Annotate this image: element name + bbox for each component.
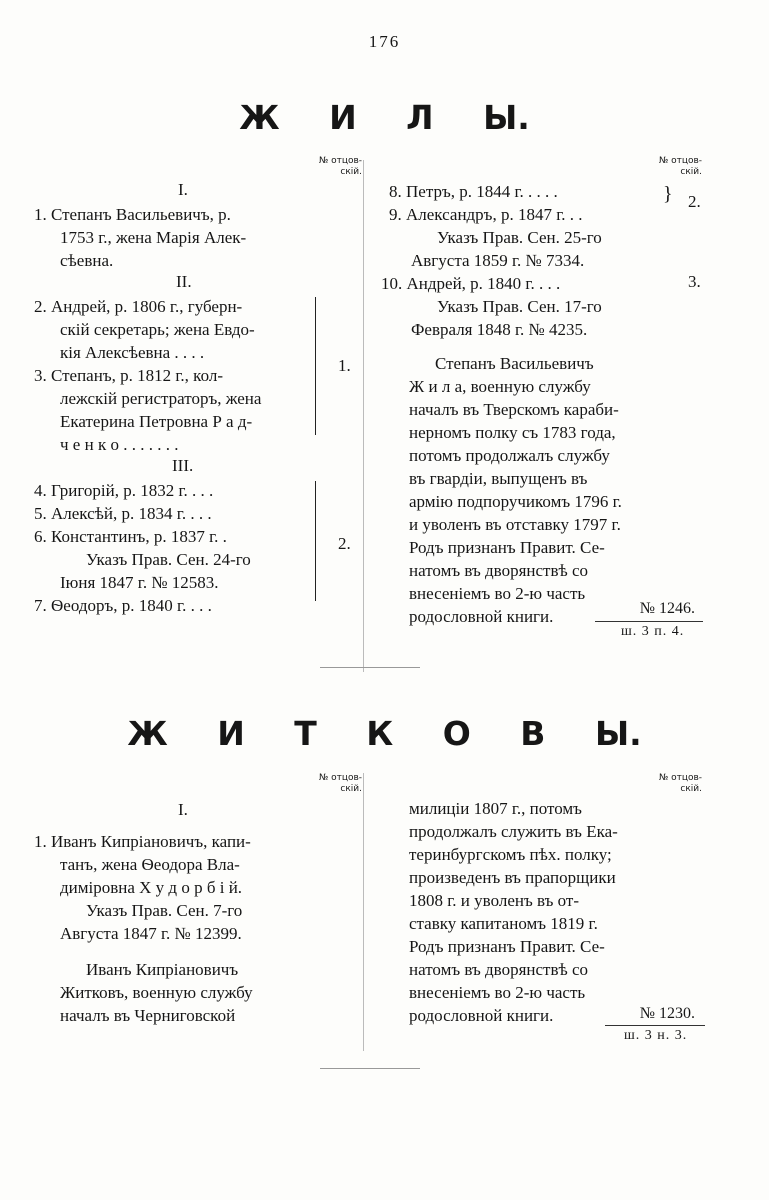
entry-line: 1. Иванъ Кипріановичъ, капи- xyxy=(34,832,251,851)
decree-line: Указъ Прав. Сен. 7-го xyxy=(86,901,243,920)
column-header-right xyxy=(640,773,702,795)
group-number: 3. xyxy=(688,272,701,291)
sheet-reference: ш. 3 п. 4. xyxy=(621,624,685,639)
column-header-line: № отцов- xyxy=(318,156,362,166)
sheet-reference: ш. 3 н. 3. xyxy=(624,1028,688,1043)
note-line: Степанъ Васильевичъ xyxy=(435,354,594,373)
note-line: 1808 г. и уволенъ въ от- xyxy=(409,891,580,910)
genealogy-entry xyxy=(34,830,334,945)
section-separator xyxy=(320,667,420,668)
note-line: родословной книги. xyxy=(409,607,554,626)
entry-line: 4. Григорій, р. 1832 г. . . . xyxy=(34,481,214,500)
genealogy-entries xyxy=(385,180,675,226)
entry-line: 9. Александръ, р. 1847 г. . . xyxy=(389,205,583,224)
entry-line: сѣевна. xyxy=(60,251,114,270)
section-title-zhitkovy: Ж И Т К О В Ы. xyxy=(127,714,642,753)
column-header-line: скій. xyxy=(680,167,702,177)
genealogy-entry xyxy=(34,295,324,364)
decree-line: Указъ Прав. Сен. 24-го xyxy=(86,550,251,569)
note-line: въ гвардіи, выпущенъ въ xyxy=(409,469,588,488)
group-bracket xyxy=(315,481,316,601)
note-line: Иванъ Кипріановичъ xyxy=(86,960,239,979)
decree-line: Указъ Прав. Сен. 17-го xyxy=(437,297,602,316)
group-number: 1. xyxy=(338,356,351,375)
group-number: 2. xyxy=(688,192,701,211)
entry-line: ч е н к о . . . . . . . xyxy=(60,435,179,454)
reference-rule xyxy=(605,1025,705,1026)
note-line: Родъ признанъ Правит. Се- xyxy=(409,538,605,557)
brace-symbol: } xyxy=(663,183,673,205)
decree xyxy=(411,295,697,341)
note-line: теринбургскомъ пѣх. полку; xyxy=(409,845,612,864)
note-line: родословной книги. xyxy=(409,1006,554,1025)
note-line: натомъ въ дворянствѣ со xyxy=(409,561,589,580)
decree-line: Іюня 1847 г. № 12583. xyxy=(60,573,219,592)
biographical-note xyxy=(60,958,308,1027)
note-line: натомъ въ дворянствѣ со xyxy=(409,960,589,979)
column-header-line: скій. xyxy=(340,167,362,177)
generation-label: I. xyxy=(178,800,188,819)
column-header-right xyxy=(640,156,702,178)
column-header-left xyxy=(300,156,362,178)
decree xyxy=(411,226,697,272)
group-bracket xyxy=(315,297,316,435)
section-separator xyxy=(320,1068,420,1069)
entry-line: 2. Андрей, р. 1806 г., губерн- xyxy=(34,297,243,316)
note-line: произведенъ въ прапорщики xyxy=(409,868,616,887)
note-line: Житковъ, военную службу xyxy=(60,983,253,1002)
entry-line: 10. Андрей, р. 1840 г. . . . xyxy=(381,274,561,293)
column-header-left xyxy=(300,773,362,795)
reference-number: № 1230. xyxy=(639,1005,695,1022)
genealogy-entries xyxy=(34,479,324,617)
entry-line: 3. Степанъ, р. 1812 г., кол- xyxy=(34,366,223,385)
note-line: ставку капитаномъ 1819 г. xyxy=(409,914,598,933)
column-divider xyxy=(363,773,364,1051)
note-line: началъ въ Черниговской xyxy=(60,1006,236,1025)
generation-label: III. xyxy=(172,456,194,475)
note-line: внесеніемъ во 2-ю часть xyxy=(409,983,586,1002)
entry-line: 6. Константинъ, р. 1837 г. . xyxy=(34,527,227,546)
group-number: 2. xyxy=(338,534,351,553)
note-line: милиціи 1807 г., потомъ xyxy=(409,799,582,818)
generation-label: I. xyxy=(178,180,188,199)
reference-rule xyxy=(595,621,703,622)
note-line: Родъ признанъ Правит. Се- xyxy=(409,937,605,956)
note-line: армію подпоручикомъ 1796 г. xyxy=(409,492,622,511)
entry-line: Екатерина Петровна Р а д- xyxy=(60,412,253,431)
entry-line: димірoвна Х у д о р б і й. xyxy=(60,878,243,897)
section-title-zhily: Ж И Л Ы. xyxy=(239,98,530,137)
entry-line: танъ, жена Ѳеодора Вла- xyxy=(60,855,240,874)
entry-line: скій секретарь; жена Евдо- xyxy=(60,320,255,339)
column-header-line: скій. xyxy=(340,784,362,794)
page-number: 176 xyxy=(368,32,401,51)
note-line: внесеніемъ во 2-ю часть xyxy=(409,584,586,603)
decree-line: Августа 1859 г. № 7334. xyxy=(411,251,585,270)
biographical-note xyxy=(409,352,667,628)
column-header-line: скій. xyxy=(680,784,702,794)
decree-line: Указъ Прав. Сен. 25-го xyxy=(437,228,602,247)
column-header-line: № отцов- xyxy=(318,773,362,783)
note-line: потомъ продолжалъ службу xyxy=(409,446,610,465)
column-divider xyxy=(363,160,364,672)
note-line: Ж и л а, военную службу xyxy=(409,377,591,396)
genealogy-entry xyxy=(34,364,324,456)
note-line: и уволенъ въ отставку 1797 г. xyxy=(409,515,621,534)
reference-number: № 1246. xyxy=(639,600,695,617)
decree-line: Августа 1847 г. № 12399. xyxy=(60,924,242,943)
entry-line: 1753 г., жена Марія Алек- xyxy=(60,228,247,247)
entry-line: лежскій регистраторъ, жена xyxy=(60,389,262,408)
entry-line: 5. Алексѣй, р. 1834 г. . . . xyxy=(34,504,212,523)
column-header-line: № отцов- xyxy=(658,773,702,783)
entry-line: 7. Ѳеодоръ, р. 1840 г. . . . xyxy=(34,596,212,615)
note-line: началъ въ Тверскомъ караби- xyxy=(409,400,619,419)
entry-line: кія Алексѣевна . . . . xyxy=(60,343,205,362)
entry-line: 8. Петръ, р. 1844 г. . . . . xyxy=(389,182,558,201)
decree-line: Февраля 1848 г. № 4235. xyxy=(411,320,588,339)
entry-line: 1. Степанъ Васильевичъ, р. xyxy=(34,205,231,224)
biographical-note-continued xyxy=(409,797,667,1027)
genealogy-entry xyxy=(34,203,334,272)
generation-label: II. xyxy=(176,272,192,291)
note-line: продолжалъ служить въ Ека- xyxy=(409,822,618,841)
column-header-line: № отцов- xyxy=(658,156,702,166)
note-line: нерномъ полку съ 1783 года, xyxy=(409,423,616,442)
